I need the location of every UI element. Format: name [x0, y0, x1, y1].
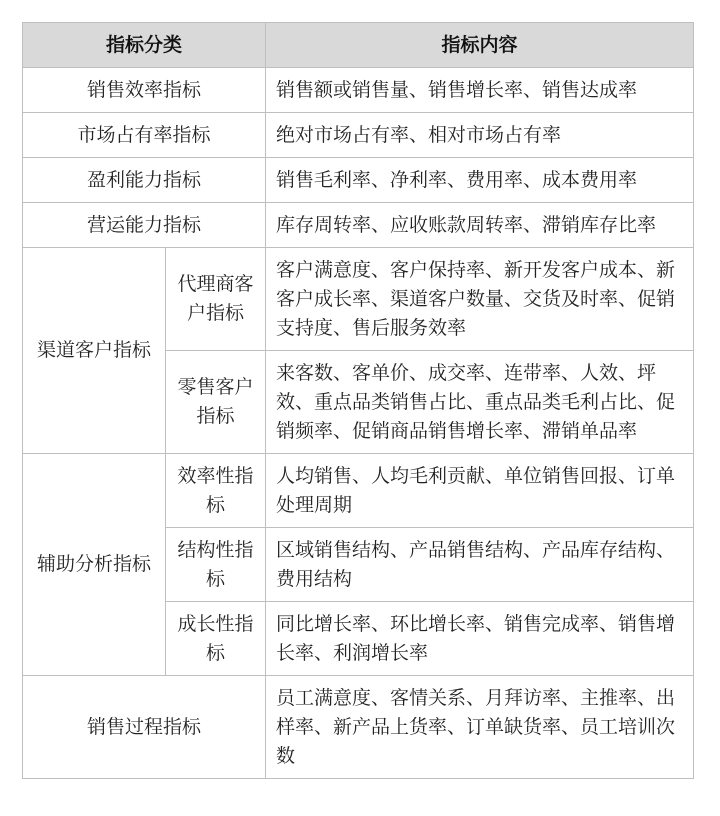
table-row — [23, 676, 694, 779]
subcategory-cell: 结构性指标 — [166, 528, 266, 602]
subcategory-cell: 效率性指标 — [166, 454, 266, 528]
header-category: 指标分类 — [23, 23, 266, 68]
category-cell: 盈利能力指标 — [23, 158, 266, 203]
content-cell: 区域销售结构、产品销售结构、产品库存结构、费用结构 — [266, 528, 694, 602]
header-row — [23, 23, 694, 68]
category-cell: 渠道客户指标 — [23, 248, 166, 454]
category-cell: 市场占有率指标 — [23, 113, 266, 158]
category-cell: 销售效率指标 — [23, 68, 266, 113]
content-cell: 来客数、客单价、成交率、连带率、人效、坪效、重点品类销售占比、重点品类毛利占比、促销频率、促销商品销售增长率、滞销单品率 — [266, 351, 694, 454]
content-cell: 绝对市场占有率、相对市场占有率 — [266, 113, 694, 158]
content-cell: 库存周转率、应收账款周转率、滞销库存比率 — [266, 203, 694, 248]
header-content: 指标内容 — [266, 23, 694, 68]
content-cell: 销售毛利率、净利率、费用率、成本费用率 — [266, 158, 694, 203]
table-row — [23, 158, 694, 203]
content-cell: 客户满意度、客户保持率、新开发客户成本、新客户成长率、渠道客户数量、交货及时率、促销支持度、售后服务效率 — [266, 248, 694, 351]
content-cell: 人均销售、人均毛利贡献、单位销售回报、订单处理周期 — [266, 454, 694, 528]
table-row — [23, 454, 694, 528]
subcategory-cell: 成长性指标 — [166, 602, 266, 676]
category-cell: 营运能力指标 — [23, 203, 266, 248]
table-row — [23, 113, 694, 158]
category-cell: 辅助分析指标 — [23, 454, 166, 676]
table-row — [23, 68, 694, 113]
subcategory-cell: 代理商客户指标 — [166, 248, 266, 351]
content-cell: 同比增长率、环比增长率、销售完成率、销售增长率、利润增长率 — [266, 602, 694, 676]
content-cell: 销售额或销售量、销售增长率、销售达成率 — [266, 68, 694, 113]
category-cell: 销售过程指标 — [23, 676, 266, 779]
indicator-table-container — [22, 22, 693, 779]
indicator-table — [22, 22, 694, 779]
content-cell: 员工满意度、客情关系、月拜访率、主推率、出样率、新产品上货率、订单缺货率、员工培训次数 — [266, 676, 694, 779]
subcategory-cell: 零售客户指标 — [166, 351, 266, 454]
table-row — [23, 203, 694, 248]
table-row — [23, 248, 694, 351]
